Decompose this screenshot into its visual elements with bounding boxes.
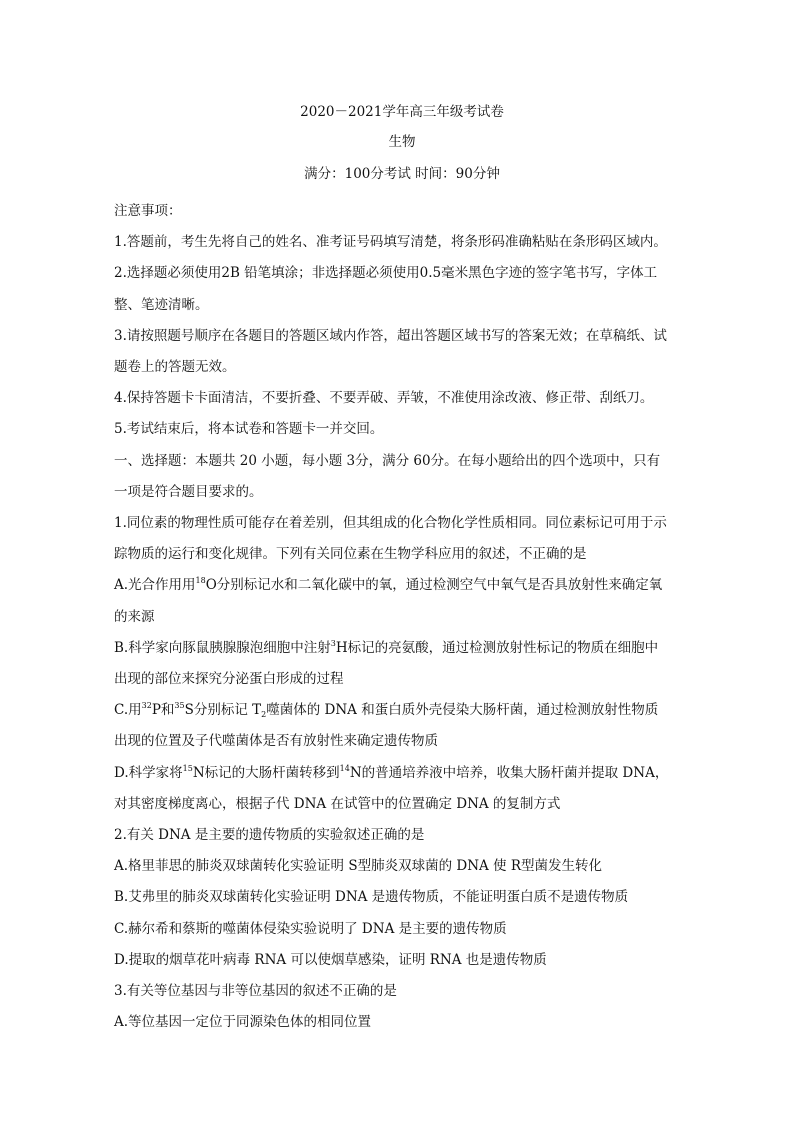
note-item: 1.答题前，考生先将自己的姓名、准考证号码填写清楚，将条形码准确粘贴在条形码区域内。 (114, 234, 667, 251)
note-item: 3.请按照题号顺序在各题目的答题区域内作答，超出答题区域书写的答案无效；在草稿纸、试 (114, 327, 667, 344)
note-item: 2.选择题必须使用2B 铅笔填涂；非选择题必须使用0.5毫米黑色字迹的签字笔书写，字体工 (114, 265, 658, 282)
option-c: C.用$^{32}$P和$^{35}$S分别标记 $T_2$噬菌体的 DNA 和蛋白质外壳侵染大肠杆菌，通过检测放射性物质 (114, 701, 659, 720)
option-d: D.提取的烟草花叶病毒 RNA 可以使烟草感染，证明 RNA 也是遗传物质 (114, 951, 547, 968)
option-a: A.等位基因一定位于同源染色体的相同位置 (114, 1014, 372, 1031)
section-1-line: 一、选择题：本题共 20 小题，每小题 3分，满分 60分。在每小题给出的四个选项中，只有 (114, 452, 661, 469)
notes-block (114, 196, 690, 446)
option-c: C.赫尔希和蔡斯的噬菌体侵染实验说明了 DNA 是主要的遗传物质 (114, 920, 507, 937)
exam-title: 2020－2021学年高三年级考试卷 (300, 104, 504, 120)
notes-heading: 注意事项： (114, 203, 182, 219)
question-3 (114, 976, 690, 1038)
note-item: 4.保持答题卡卡面清洁，不要折叠、不要弄破、弄皱，不准使用涂改液、修正带、刮纸刀。 (114, 390, 654, 407)
section-1-instructions (114, 446, 690, 508)
option-d: D.科学家将$^{15}$N标记的大肠杆菌转移到$^{14}$N的普通培养液中培养，收集大肠杆菌并提取 DNA， (114, 763, 669, 781)
note-item: 题卷上的答题无效。 (114, 359, 236, 376)
question-stem: 3.有关等位基因与非等位基因的叙述不正确的是 (114, 983, 397, 1000)
question-2 (114, 820, 690, 976)
exam-page (114, 100, 690, 1038)
section-1-line: 一项是符合题目要求的。 (114, 483, 263, 500)
note-item: 5.考试结束后，将本试卷和答题卡一并交回。 (114, 421, 384, 438)
option-b: B.科学家向豚鼠胰腺腺泡细胞中注射$^3$H标记的亮氨酸，通过检测放射性标记的物质在细胞中 (114, 638, 659, 656)
question-stem: 2.有关 DNA 是主要的遗传物质的实验叙述正确的是 (114, 827, 425, 844)
option-a: A.格里菲思的肺炎双球菌转化实验证明 S型肺炎双球菌的 DNA 使 R型菌发生转化 (114, 858, 603, 875)
subject-title: 生物 (388, 134, 416, 150)
option-b: B.艾弗里的肺炎双球菌转化实验证明 DNA 是遗传物质，不能证明蛋白质不是遗传物质 (114, 889, 629, 906)
score-time: 满分：100分考试 时间：90分钟 (304, 166, 500, 182)
option-b-cont: 出现的部位来探究分泌蛋白形成的过程 (114, 671, 344, 688)
option-c-cont: 出现的位置及子代噬菌体是否有放射性来确定遗传物质 (114, 733, 438, 750)
question-1 (114, 508, 690, 820)
option-a: A.光合作用用$^{18}$O分别标记水和二氧化碳中的氧，通过检测空气中氧气是否具放射性来确定氧 (114, 576, 663, 594)
option-d-cont: 对其密度梯度离心，根据子代 DNA 在试管中的位置确定 DNA 的复制方式 (114, 795, 561, 812)
question-stem: 踪物质的运行和变化规律。下列有关同位素在生物学科应用的叙述，不正确的是 (114, 546, 587, 563)
question-stem: 1.同位素的物理性质可能存在着差别，但其组成的化合物化学性质相同。同位素标记可用于示 (114, 515, 667, 532)
note-item: 整、笔迹清晰。 (114, 296, 209, 313)
option-a-cont: 的来源 (114, 608, 155, 625)
